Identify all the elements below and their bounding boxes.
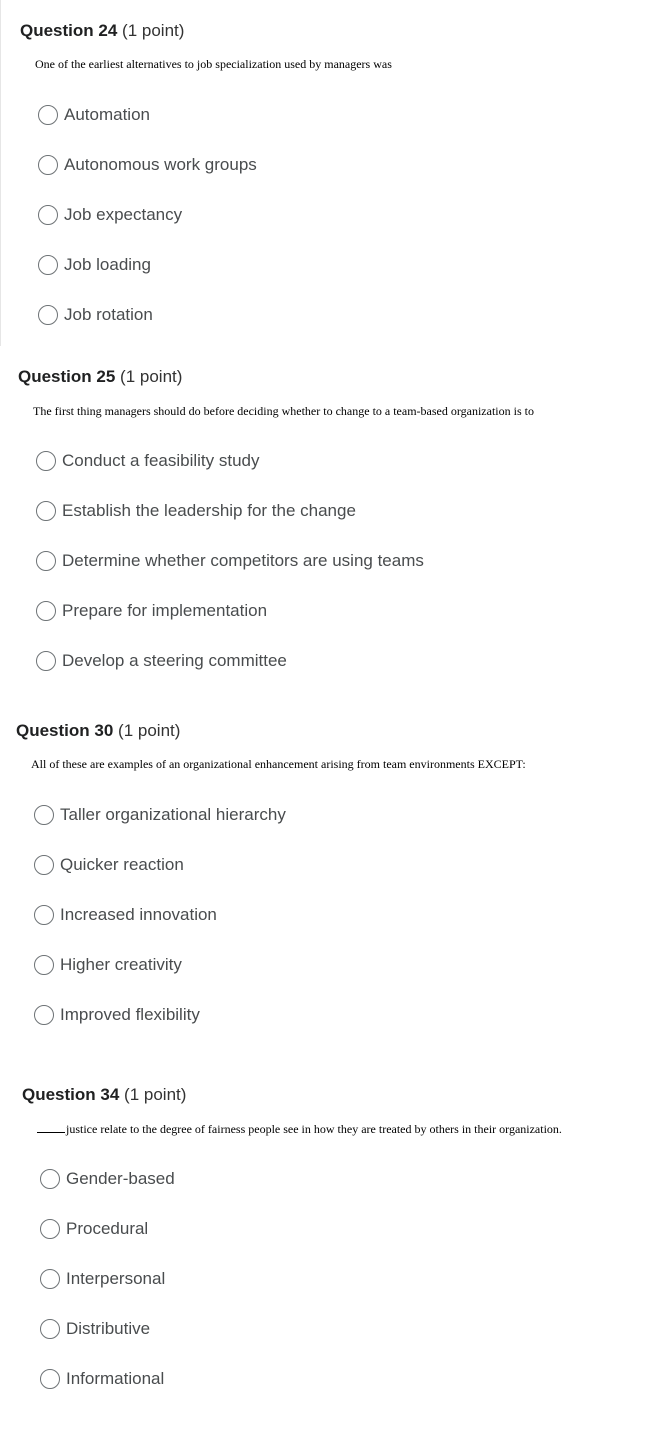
radio-button[interactable]	[36, 551, 56, 571]
question-divider	[0, 0, 1, 346]
option-interpersonal[interactable]	[40, 1267, 165, 1291]
option-label[interactable]: Distributive	[66, 1319, 151, 1338]
option-label[interactable]: Establish the leadership for the change	[62, 501, 356, 520]
question-24	[0, 0, 665, 346]
option-procedural[interactable]	[40, 1217, 148, 1241]
option-label[interactable]: Develop a steering committee	[62, 651, 287, 670]
option-quicker-reaction[interactable]	[34, 853, 184, 877]
option-label[interactable]: Gender-based	[66, 1169, 175, 1188]
option-taller-hierarchy[interactable]	[34, 803, 286, 827]
radio-button[interactable]	[34, 955, 54, 975]
option-label[interactable]: Job loading	[64, 255, 151, 274]
question-header	[18, 366, 182, 388]
option-higher-creativity[interactable]	[34, 953, 182, 977]
question-title: Question 34	[22, 1085, 120, 1104]
option-label[interactable]: Conduct a feasibility study	[62, 451, 260, 470]
option-job-loading[interactable]	[38, 253, 151, 277]
radio-button[interactable]	[40, 1319, 60, 1339]
option-job-expectancy[interactable]	[38, 203, 182, 227]
radio-button[interactable]	[40, 1219, 60, 1239]
option-label[interactable]: Automation	[64, 105, 150, 124]
option-distributive[interactable]	[40, 1317, 150, 1341]
radio-button[interactable]	[36, 451, 56, 471]
radio-button[interactable]	[38, 305, 58, 325]
radio-button[interactable]	[34, 1005, 54, 1025]
option-label[interactable]: Taller organizational hierarchy	[60, 805, 286, 824]
option-label[interactable]: Informational	[66, 1369, 165, 1388]
radio-button[interactable]	[36, 601, 56, 621]
option-informational[interactable]	[40, 1367, 164, 1391]
option-label[interactable]: Determine whether competitors are using teams	[62, 551, 424, 570]
question-points: (1 point)	[118, 721, 181, 740]
radio-button[interactable]	[40, 1369, 60, 1389]
radio-button[interactable]	[40, 1169, 60, 1189]
question-25	[0, 366, 665, 686]
question-header	[20, 20, 184, 42]
question-text: The first thing managers should do before deciding whether to change to a team-based organization is to	[33, 404, 534, 418]
option-label[interactable]: Autonomous work groups	[64, 155, 257, 174]
option-improved-flexibility[interactable]	[34, 1003, 200, 1027]
question-points: (1 point)	[124, 1085, 187, 1104]
option-label[interactable]: Quicker reaction	[60, 855, 184, 874]
option-automation[interactable]	[38, 103, 150, 127]
option-increased-innovation[interactable]	[34, 903, 217, 927]
option-develop-steering-committee[interactable]	[36, 649, 287, 673]
radio-button[interactable]	[36, 651, 56, 671]
option-label[interactable]: Job expectancy	[64, 205, 183, 224]
radio-button[interactable]	[34, 805, 54, 825]
radio-button[interactable]	[38, 155, 58, 175]
question-text: One of the earliest alternatives to job specialization used by managers was	[35, 57, 392, 71]
fill-in-blank	[37, 1121, 65, 1133]
question-text: All of these are examples of an organizational enhancement arising from team environments EXCEPT:	[31, 757, 526, 771]
option-label[interactable]: Interpersonal	[66, 1269, 166, 1288]
question-title: Question 25	[18, 367, 116, 386]
option-label[interactable]: Higher creativity	[60, 955, 182, 974]
option-establish-leadership[interactable]	[36, 499, 356, 523]
question-34	[0, 1084, 665, 1414]
question-text	[37, 1121, 562, 1137]
option-prepare-implementation[interactable]	[36, 599, 267, 623]
radio-button[interactable]	[34, 905, 54, 925]
question-text-body: justice relate to the degree of fairness people see in how they are treated by others in their organization.	[66, 1122, 562, 1136]
question-points: (1 point)	[120, 367, 183, 386]
option-determine-competitors[interactable]	[36, 549, 424, 573]
question-title: Question 24	[20, 21, 118, 40]
option-label[interactable]: Job rotation	[64, 305, 153, 324]
question-header	[22, 1084, 186, 1106]
option-gender-based[interactable]	[40, 1167, 175, 1191]
option-label[interactable]: Procedural	[66, 1219, 149, 1238]
option-autonomous-work-groups[interactable]	[38, 153, 257, 177]
option-label[interactable]: Improved flexibility	[60, 1005, 200, 1024]
radio-button[interactable]	[34, 855, 54, 875]
option-conduct-feasibility-study[interactable]	[36, 449, 260, 473]
option-job-rotation[interactable]	[38, 303, 153, 327]
radio-button[interactable]	[38, 205, 58, 225]
radio-button[interactable]	[38, 105, 58, 125]
radio-button[interactable]	[36, 501, 56, 521]
question-points: (1 point)	[122, 21, 185, 40]
radio-button[interactable]	[38, 255, 58, 275]
question-title: Question 30	[16, 721, 114, 740]
option-label[interactable]: Prepare for implementation	[62, 601, 268, 620]
question-header	[16, 720, 180, 742]
question-30	[0, 720, 665, 1040]
radio-button[interactable]	[40, 1269, 60, 1289]
option-label[interactable]: Increased innovation	[60, 905, 217, 924]
